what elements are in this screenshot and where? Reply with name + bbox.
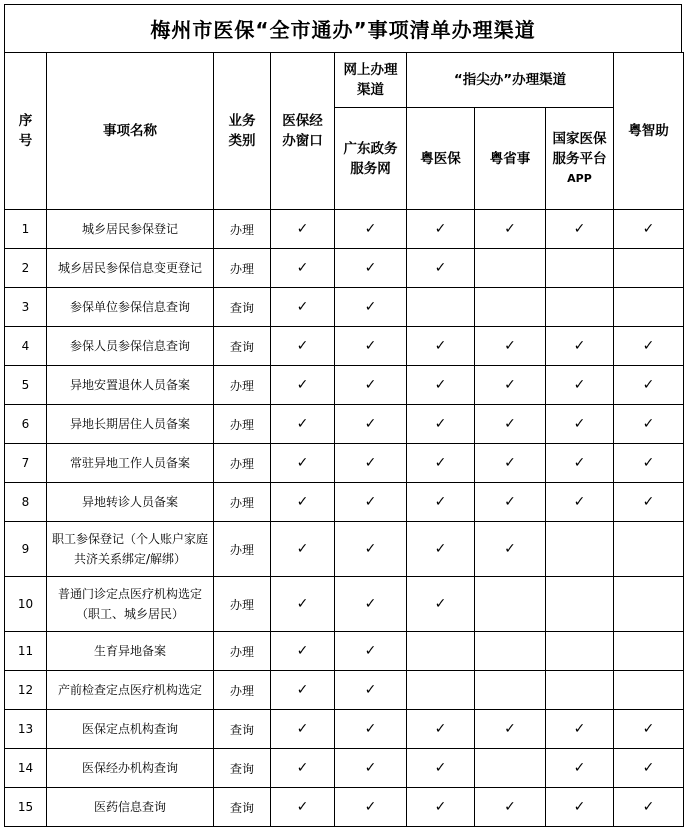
row-item-name: 异地转诊人员备案 (47, 483, 214, 522)
check-national-app (546, 522, 614, 577)
check-window: ✓ (271, 749, 335, 788)
row-seq: 2 (5, 249, 47, 288)
row-category: 办理 (214, 522, 271, 577)
table-row (5, 366, 684, 405)
table-row (5, 483, 684, 522)
row-item-name: 参保单位参保信息查询 (47, 288, 214, 327)
header-national-app-name: 国家医保服务平台 (552, 130, 607, 167)
table-row (5, 327, 684, 366)
header-window: 医保经办窗口 (271, 53, 335, 210)
check-gd-gov: ✓ (335, 671, 407, 710)
table-row (5, 671, 684, 710)
check-national-app (546, 577, 614, 632)
check-window: ✓ (271, 327, 335, 366)
row-category: 办理 (214, 632, 271, 671)
table-row (5, 249, 684, 288)
row-seq: 10 (5, 577, 47, 632)
check-yue-yibao: ✓ (407, 710, 475, 749)
check-yue-shengshi: ✓ (475, 710, 546, 749)
check-yue-yibao: ✓ (407, 210, 475, 249)
check-gd-gov: ✓ (335, 405, 407, 444)
check-national-app: ✓ (546, 405, 614, 444)
row-category: 查询 (214, 327, 271, 366)
check-yue-shengshi (475, 288, 546, 327)
check-yue-zhizhu: ✓ (614, 749, 684, 788)
check-national-app: ✓ (546, 210, 614, 249)
row-item-name: 普通门诊定点医疗机构选定（职工、城乡居民） (47, 577, 214, 632)
check-gd-gov: ✓ (335, 249, 407, 288)
check-national-app (546, 288, 614, 327)
row-seq: 15 (5, 788, 47, 827)
check-gd-gov: ✓ (335, 577, 407, 632)
row-category: 办理 (214, 444, 271, 483)
check-yue-zhizhu: ✓ (614, 405, 684, 444)
check-window: ✓ (271, 710, 335, 749)
check-gd-gov: ✓ (335, 522, 407, 577)
check-gd-gov: ✓ (335, 710, 407, 749)
row-category: 查询 (214, 288, 271, 327)
row-item-name: 城乡居民参保登记 (47, 210, 214, 249)
header-yue-yibao: 粤医保 (407, 108, 475, 210)
table-row (5, 288, 684, 327)
header-yue-shengshi: 粤省事 (475, 108, 546, 210)
check-yue-zhizhu: ✓ (614, 444, 684, 483)
check-gd-gov: ✓ (335, 288, 407, 327)
check-window: ✓ (271, 632, 335, 671)
header-national-app-suffix: APP (567, 171, 592, 185)
row-category: 办理 (214, 671, 271, 710)
check-national-app: ✓ (546, 327, 614, 366)
check-window: ✓ (271, 249, 335, 288)
table-row (5, 749, 684, 788)
table-row (5, 577, 684, 632)
check-national-app: ✓ (546, 483, 614, 522)
row-seq: 12 (5, 671, 47, 710)
row-item-name: 职工参保登记（个人账户家庭共济关系绑定/解绑） (47, 522, 214, 577)
header-gd-gov: 广东政务服务网 (335, 108, 407, 210)
row-item-name: 异地安置退休人员备案 (47, 366, 214, 405)
row-seq: 9 (5, 522, 47, 577)
check-national-app (546, 632, 614, 671)
row-category: 办理 (214, 210, 271, 249)
header-online-group: 网上办理渠道 (335, 53, 407, 108)
check-gd-gov: ✓ (335, 788, 407, 827)
channels-table (4, 52, 684, 827)
check-gd-gov: ✓ (335, 210, 407, 249)
check-yue-zhizhu: ✓ (614, 710, 684, 749)
check-window: ✓ (271, 288, 335, 327)
row-seq: 7 (5, 444, 47, 483)
check-yue-zhizhu (614, 249, 684, 288)
row-category: 办理 (214, 483, 271, 522)
check-yue-yibao: ✓ (407, 444, 475, 483)
check-gd-gov: ✓ (335, 749, 407, 788)
check-yue-zhizhu: ✓ (614, 210, 684, 249)
page-title: 梅州市医保“全市通办”事项清单办理渠道 (4, 4, 682, 52)
check-gd-gov: ✓ (335, 366, 407, 405)
row-item-name: 生育异地备案 (47, 632, 214, 671)
row-seq: 5 (5, 366, 47, 405)
check-gd-gov: ✓ (335, 483, 407, 522)
check-yue-yibao: ✓ (407, 405, 475, 444)
check-yue-yibao: ✓ (407, 483, 475, 522)
row-item-name: 医保定点机构查询 (47, 710, 214, 749)
check-window: ✓ (271, 522, 335, 577)
check-yue-shengshi (475, 749, 546, 788)
row-seq: 8 (5, 483, 47, 522)
row-category: 办理 (214, 366, 271, 405)
check-window: ✓ (271, 483, 335, 522)
row-seq: 11 (5, 632, 47, 671)
table-row (5, 444, 684, 483)
check-yue-shengshi: ✓ (475, 405, 546, 444)
check-yue-shengshi (475, 632, 546, 671)
check-window: ✓ (271, 405, 335, 444)
check-national-app: ✓ (546, 710, 614, 749)
table-row (5, 210, 684, 249)
check-national-app: ✓ (546, 749, 614, 788)
check-yue-shengshi: ✓ (475, 522, 546, 577)
check-yue-yibao (407, 671, 475, 710)
header-seq: 序号 (5, 53, 47, 210)
check-yue-shengshi: ✓ (475, 483, 546, 522)
header-name: 事项名称 (47, 53, 214, 210)
table-body (5, 210, 684, 827)
table-row (5, 522, 684, 577)
check-national-app (546, 671, 614, 710)
row-item-name: 医药信息查询 (47, 788, 214, 827)
check-window: ✓ (271, 788, 335, 827)
check-yue-zhizhu: ✓ (614, 366, 684, 405)
check-yue-zhizhu (614, 522, 684, 577)
row-seq: 6 (5, 405, 47, 444)
table-row (5, 632, 684, 671)
check-yue-zhizhu (614, 288, 684, 327)
row-category: 办理 (214, 249, 271, 288)
row-category: 办理 (214, 405, 271, 444)
table-row (5, 710, 684, 749)
check-yue-yibao: ✓ (407, 749, 475, 788)
check-yue-yibao: ✓ (407, 788, 475, 827)
row-item-name: 常驻异地工作人员备案 (47, 444, 214, 483)
header-national-app (546, 108, 614, 210)
check-yue-shengshi: ✓ (475, 444, 546, 483)
check-yue-shengshi (475, 671, 546, 710)
row-item-name: 异地长期居住人员备案 (47, 405, 214, 444)
row-item-name: 医保经办机构查询 (47, 749, 214, 788)
check-yue-yibao: ✓ (407, 366, 475, 405)
check-yue-zhizhu: ✓ (614, 327, 684, 366)
row-item-name: 参保人员参保信息查询 (47, 327, 214, 366)
check-yue-zhizhu: ✓ (614, 483, 684, 522)
check-window: ✓ (271, 366, 335, 405)
check-national-app: ✓ (546, 366, 614, 405)
check-yue-shengshi: ✓ (475, 788, 546, 827)
check-yue-yibao: ✓ (407, 577, 475, 632)
row-seq: 3 (5, 288, 47, 327)
header-category: 业务类别 (214, 53, 271, 210)
check-yue-yibao (407, 632, 475, 671)
check-window: ✓ (271, 671, 335, 710)
row-item-name: 城乡居民参保信息变更登记 (47, 249, 214, 288)
row-category: 查询 (214, 749, 271, 788)
check-yue-zhizhu (614, 577, 684, 632)
row-seq: 13 (5, 710, 47, 749)
check-yue-yibao: ✓ (407, 249, 475, 288)
check-gd-gov: ✓ (335, 327, 407, 366)
row-seq: 4 (5, 327, 47, 366)
check-yue-shengshi: ✓ (475, 327, 546, 366)
check-yue-yibao (407, 288, 475, 327)
check-yue-yibao: ✓ (407, 327, 475, 366)
check-yue-zhizhu (614, 632, 684, 671)
check-national-app: ✓ (546, 788, 614, 827)
check-national-app (546, 249, 614, 288)
header-finger-group: “指尖办”办理渠道 (407, 53, 614, 108)
row-seq: 1 (5, 210, 47, 249)
row-seq: 14 (5, 749, 47, 788)
header-yue-zhizhu: 粤智助 (614, 53, 684, 210)
row-category: 办理 (214, 577, 271, 632)
check-yue-shengshi: ✓ (475, 366, 546, 405)
table-row (5, 788, 684, 827)
check-window: ✓ (271, 577, 335, 632)
check-yue-zhizhu: ✓ (614, 788, 684, 827)
row-category: 查询 (214, 788, 271, 827)
check-gd-gov: ✓ (335, 444, 407, 483)
check-gd-gov: ✓ (335, 632, 407, 671)
table-row (5, 405, 684, 444)
check-window: ✓ (271, 210, 335, 249)
check-yue-shengshi: ✓ (475, 210, 546, 249)
check-national-app: ✓ (546, 444, 614, 483)
check-yue-yibao: ✓ (407, 522, 475, 577)
check-yue-shengshi (475, 249, 546, 288)
check-yue-zhizhu (614, 671, 684, 710)
check-window: ✓ (271, 444, 335, 483)
row-item-name: 产前检查定点医疗机构选定 (47, 671, 214, 710)
row-category: 查询 (214, 710, 271, 749)
check-yue-shengshi (475, 577, 546, 632)
